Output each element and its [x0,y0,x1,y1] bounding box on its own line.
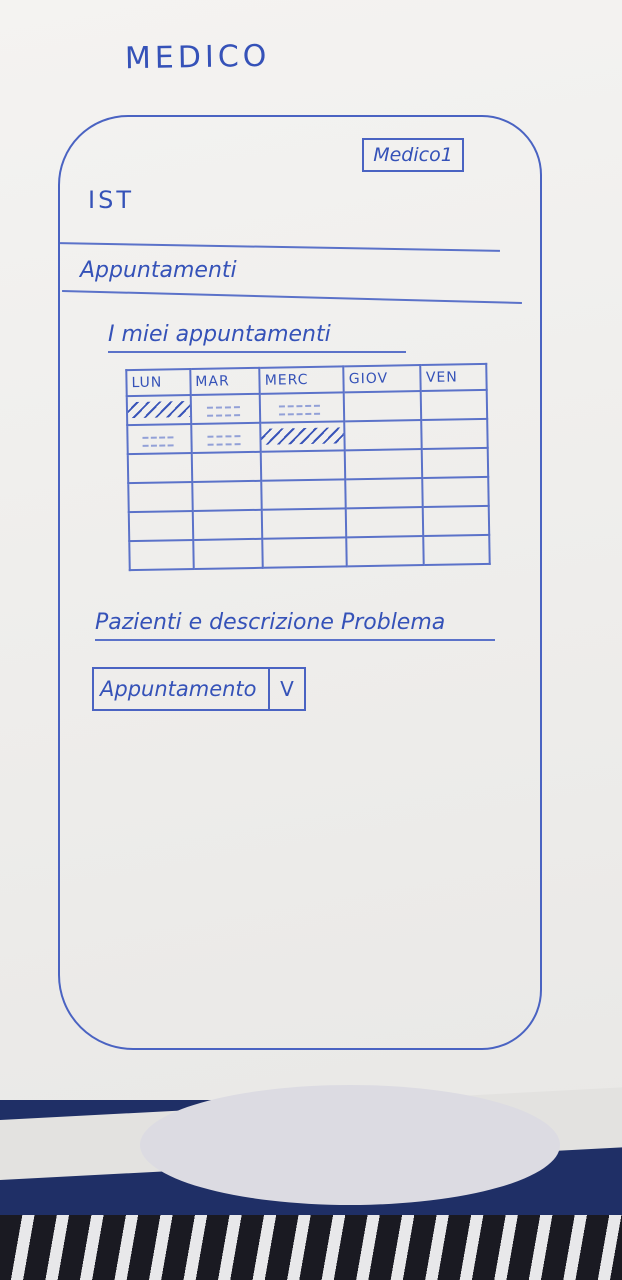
table-cell[interactable] [423,506,489,536]
column-header-lun: LUN [126,369,190,396]
table-cell[interactable] [127,424,191,454]
striped-fabric [0,1215,622,1280]
table-cell[interactable] [346,478,424,508]
check-chevron-icon[interactable]: V [268,669,304,709]
menu-appointments[interactable]: Appuntamenti [80,258,237,283]
table-cell[interactable] [261,479,346,509]
brand-label: IST [88,186,134,214]
table-cell[interactable] [127,395,191,425]
table-cell[interactable] [129,540,193,570]
table-cell[interactable] [345,449,423,479]
table-cell[interactable] [192,452,262,482]
table-cell[interactable] [422,419,488,449]
table-cell[interactable] [129,511,193,541]
appointment-select-value: Appuntamento [100,677,257,701]
table-cell[interactable] [263,537,348,567]
column-header-giov: GIOV [344,365,422,392]
table-cell[interactable] [346,507,424,537]
table-cell[interactable] [421,390,487,420]
table-cell[interactable] [128,453,192,483]
section-title-appointments: I miei appuntamenti [108,322,406,353]
table-cell[interactable] [423,477,489,507]
table-cell[interactable] [191,394,261,424]
app-title: MEDICO [124,38,271,77]
user-badge[interactable]: Medico1 [362,138,464,172]
column-header-merc: MERC [260,366,344,393]
appointment-select[interactable] [92,667,306,711]
table-cell[interactable] [260,421,345,451]
table-cell[interactable] [422,448,488,478]
patients-label: Pazienti e descrizione Problema [95,610,495,641]
table-cell[interactable] [262,508,347,538]
table-cell[interactable] [193,510,263,540]
table-row [129,535,489,570]
table-cell[interactable] [261,450,346,480]
table-cell[interactable] [191,423,261,453]
table-cell[interactable] [345,420,423,450]
table-cell[interactable] [347,536,425,566]
phone-frame [58,115,542,1050]
column-header-ven: VEN [421,364,487,391]
table-cell[interactable] [424,535,490,565]
table-cell[interactable] [193,539,263,569]
table-cell[interactable] [344,391,422,421]
table-cell[interactable] [192,481,262,511]
table-cell[interactable] [128,482,192,512]
binder-curve [140,1085,560,1205]
appointments-table [125,363,490,571]
column-header-mar: MAR [190,368,260,395]
table-cell[interactable] [260,392,345,422]
